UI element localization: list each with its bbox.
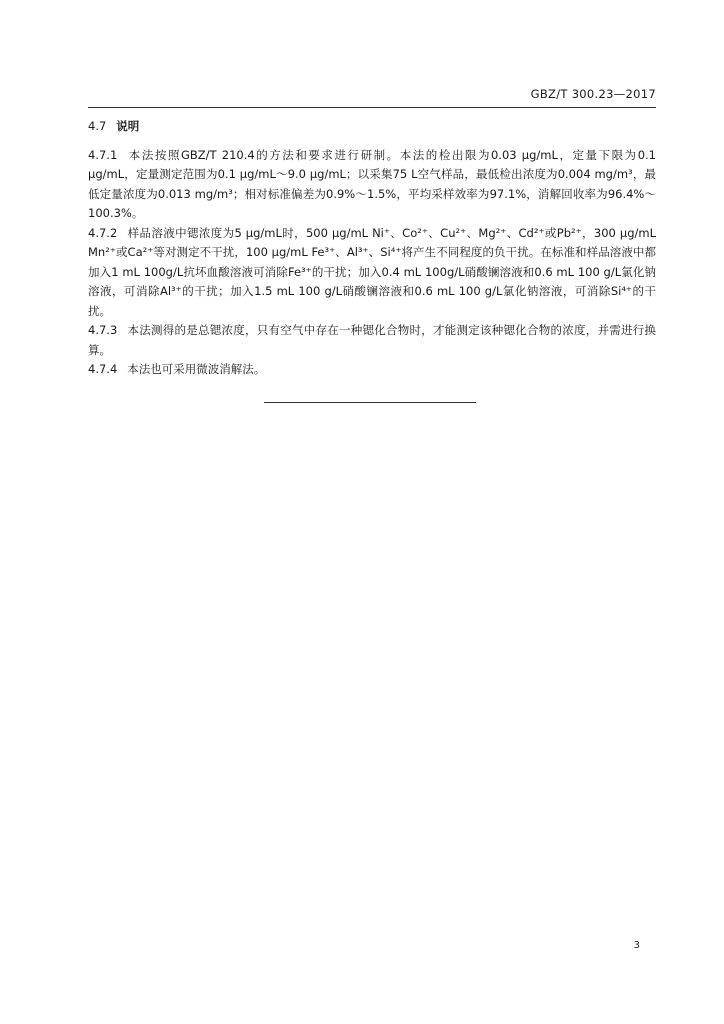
standard-code: GBZ/T 300.23—2017 <box>530 87 656 101</box>
paragraph-number: 4.7.3 <box>88 323 118 337</box>
page-number: 3 <box>633 940 640 951</box>
end-of-text-rule <box>264 402 476 403</box>
paragraph-text: 本法也可采用微波消解法。 <box>127 362 266 376</box>
paragraph-number: 4.7.2 <box>88 225 118 240</box>
paragraph-text: 本法按照GBZ/T 210.4的方法和要求进行研制。本法的检出限为0.03 μg/mL，定量下限为0.1 μg/mL，定量测定范围为0.1 μg/mL～9.0 μg/mL；以采集75 L空气样品，最低检出浓度为0.004 mg/m³，最低定量浓度为0.013 mg/m³；相对标准偏差为0.9%～1.5%，平均采样效率为97.1%，消解回收率为96.4%～100.3%。 <box>88 147 656 220</box>
paragraph-4-7-2 <box>88 224 656 322</box>
section-number: 4.7 <box>88 119 107 133</box>
paragraph-text: 本法测得的是总锶浓度，只有空气中存在一种锶化合物时，才能测定该种锶化合物的浓度，并需进行换算。 <box>88 323 656 357</box>
section-heading <box>88 117 656 137</box>
document-body <box>88 117 656 380</box>
paragraph-text: 样品溶液中锶浓度为5 μg/mL时，500 μg/mL Ni⁺、Co²⁺、Cu²⁺、Mg²⁺、Cd²⁺或Pb²⁺，300 μg/mL Mn²⁺或Ca²⁺等对测定不干扰，100 μg/mL Fe³⁺、Al³⁺、Si⁴⁺将产生不同程度的负干扰。在标准和样品溶液中都加入1 mL 100g/L抗坏血酸溶液可消除Fe³⁺的干扰；加入0.4 mL 100g/L硝酸镧溶液和0.6 mL 100 g/L氯化钠溶液，可消除Al³⁺的干扰；加入1.5 mL 100 g/L硝酸镧溶液和0.6 mL 100 g/L氯化钠溶液，可消除Si⁴⁺的干扰。 <box>88 225 656 318</box>
section-title: 说明 <box>116 119 140 133</box>
paragraph-4-7-3 <box>88 321 656 360</box>
paragraph-4-7-4 <box>88 360 656 380</box>
paragraph-number: 4.7.1 <box>88 147 118 162</box>
paragraph-4-7-1 <box>88 146 656 224</box>
header-divider <box>88 107 656 108</box>
paragraph-number: 4.7.4 <box>88 362 118 376</box>
